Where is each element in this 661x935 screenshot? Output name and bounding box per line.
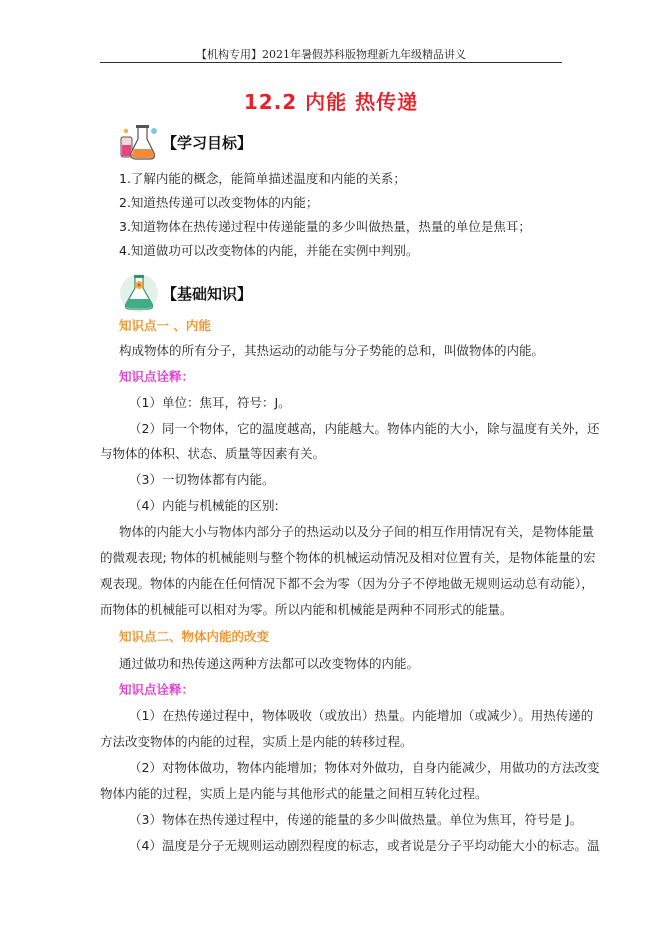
header-divider: [100, 62, 562, 63]
beaker-icon: [118, 272, 160, 314]
paragraph-line: 物体的内能大小与物体内部分子的热运动以及分子间的相互作用情况有关，是物体能量: [119, 524, 595, 539]
knowledge-point-title: 知识点二、物体内能的改变: [119, 629, 270, 644]
flask-icon: [118, 121, 160, 163]
paragraph-line: （4）温度是分子无规则运动剧烈程度的标志，或者说是分子平均动能大小的标志。温: [129, 838, 600, 853]
section-basic-knowledge: [118, 272, 252, 314]
paragraph-line: （2）同一个物体，它的温度越高，内能越大。物体内能的大小，除与温度有关外，还: [129, 421, 600, 436]
definition-text: 构成物体的所有分子，其热运动的动能与分子势能的总和，叫做物体的内能。: [119, 343, 545, 358]
paragraph-line: （4）内能与机械能的区别:: [129, 498, 279, 513]
paragraph-line: 与物体的体积、状态、质量等因素有关。: [100, 446, 326, 461]
section-title: 【基础知识】: [162, 284, 253, 303]
section-title: 【学习目标】: [162, 133, 253, 152]
page-header: 【机构专用】2021年暑假苏科版物理新九年级精品讲义: [196, 48, 466, 61]
knowledge-note-label: 知识点诠释：: [119, 682, 195, 697]
definition-text: 通过做功和热传递这两种方法都可以改变物体的内能。: [119, 656, 420, 671]
goal-item: 4.知道做功可以改变物体的内能，并能在实例中判别。: [119, 243, 419, 258]
goal-item: 1.了解内能的概念，能简单描述温度和内能的关系；: [119, 171, 406, 186]
paragraph-line: 的微观表现; 物体的机械能则与整个物体的机械运动情况及相对位置有关，是物体能量的宏: [100, 550, 596, 565]
paragraph-line: 方法改变物体的内能的过程，实质上是内能的转移过程。: [100, 734, 413, 749]
knowledge-point-title: 知识点一 、内能: [119, 318, 211, 333]
knowledge-note-label: 知识点诠释：: [119, 369, 195, 384]
paragraph-line: （3）物体在热传递过程中，传递的能量的多少叫做热量。单位为焦耳，符号是 J。: [129, 812, 583, 827]
paragraph-line: 物体内能的过程，实质上是内能与其他形式的能量之间相互转化过程。: [100, 786, 488, 801]
paragraph-line: 观表现。物体的内能在任何情况下都不会为零（因为分子不停地做无规则运动总有动能），: [100, 576, 594, 591]
goal-item: 2.知道热传递可以改变物体的内能；: [119, 195, 319, 210]
page-title: 12.2 内能 热传递: [243, 90, 419, 114]
paragraph-line: （1）单位：焦耳，符号：J。: [129, 395, 291, 410]
paragraph-line: （1）在热传递过程中，物体吸收（或放出）热量。内能增加（或减少）。用热传递的: [129, 708, 594, 723]
paragraph-line: （3）一切物体都有内能。: [129, 472, 275, 487]
paragraph-line: 而物体的机械能可以相对为零。所以内能和机械能是两种不同形式的能量。: [100, 602, 513, 617]
paragraph-line: （2）对物体做功，物体内能增加；物体对外做功，自身内能减少，用做功的方法改变: [129, 760, 600, 775]
section-learning-goals: [118, 121, 252, 163]
goal-item: 3.知道物体在热传递过程中传递能量的多少叫做热量，热量的单位是焦耳；: [119, 219, 531, 234]
